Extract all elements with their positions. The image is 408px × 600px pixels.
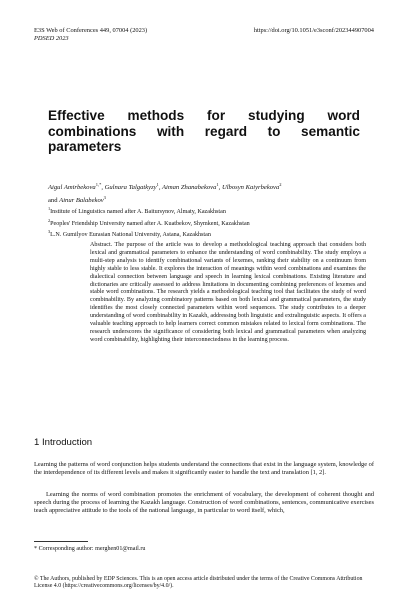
footnote-divider: [34, 541, 88, 542]
affiliation: $^2$Peoples' Friendship University named after A. Kuatbekov, Shymkent, Kazakhstan: [48, 217, 250, 227]
author-affil-mark: 2: [279, 182, 282, 187]
author-affil-mark: 1: [156, 182, 159, 187]
corresponding-author-footnote: * Corresponding author: merghen01@mail.ru: [34, 546, 146, 552]
author-name: Aiman Zhanabekova: [162, 184, 217, 192]
license-notice: © The Authors, published by EDP Sciences. This is an open access article distributed under the terms of the Creative Commons Attribution License 4.0 (https://creativecommons.org/licenses/by/4.0/).: [34, 576, 363, 590]
body-paragraph: Learning the norms of word combination promotes the enrichment of vocabulary, the development of coherent thought and speech during the process of learning the Kazakh language. Construction of word combinations, sentences, communicative exercises teach appreciative attitude to the tools of the national language, in particular to word itself, which,: [34, 491, 374, 515]
section-heading: 1 Introduction: [34, 437, 93, 448]
event-name: PDSED 2023: [34, 35, 69, 42]
doi-link[interactable]: https://doi.org/10.1051/e3sconf/202344907004: [253, 27, 374, 34]
affiliation-list: [48, 205, 368, 240]
author-name: Gulnara Talgatkyzy: [104, 184, 157, 192]
abstract: Abstract. The purpose of the article was to develop a methodological teaching approach that considers both lexical and grammatical parameters to enhance the understanding of word combinability. The study employs a multi-step analysis to identify combinational variants of lexemes, ranking their stability on a continuum from highly stable to less stable. It explores the interaction of meanings within word combinations and examines the dialectical connection between language and speech in learning lexical combinations. Existing literature and dictionaries are critically assessed to address limitations in documenting combining preferences of lexemes and stable word combinations. The research yields a methodological teaching tool that facilitates the study of word combinability. By analyzing combinatory patterns based on both lexical and grammatical parameters, the study identifies the most closely connected parameters within word sequences. The study contributes to a deeper understanding of word combinability in Kazakh, addressing both linguistic and extralinguistic aspects. It offers a valuable teaching approach to help learners correct common mistakes related to lexical form combinations. The research underscores the significance of considering both lexical and grammatical parameters when analyzing word combinability, highlighting their interconnectedness in the learning process.: [90, 242, 366, 343]
affiliation: $^1$Institute of Linguistics named after A. Baitursynov, Almaty, Kazakhstan: [48, 206, 226, 216]
author-affil-mark: 1,*: [95, 182, 102, 187]
affiliation: $^3$L.N. Gumilyov Eurasian National University, Astana, Kazakhstan: [48, 229, 211, 239]
author-name: Ulbosyn Kaiyrbekova: [221, 184, 280, 192]
author-name: Aigul Amirbekova: [48, 184, 96, 192]
body-paragraph: Learning the patterns of word conjunction helps students understand the connections that exist in the language system, knowledge of the interdependence of its different levels and makes it significantly easier to handle the text and translation [1, 2].: [34, 461, 374, 477]
author-name: Ainur Balabekov: [59, 196, 104, 204]
journal-citation: E3S Web of Conferences 449, 07004 (2023): [34, 27, 148, 34]
author-list: Aigul Amirbekova$^{1,*}$, Gulnara Talgatkyzy$^1$, Aiman Zhanabekova$^1$, Ulbosyn Kaiyrbekova$^2$ and Ainur Balabekov$^3$: [48, 182, 282, 204]
author-affil-mark: 3: [103, 194, 106, 200]
paper-title: Effective methods for studying word combinations with regard to semantic parameters: [48, 108, 360, 154]
author-affil-mark: 1: [216, 182, 219, 187]
